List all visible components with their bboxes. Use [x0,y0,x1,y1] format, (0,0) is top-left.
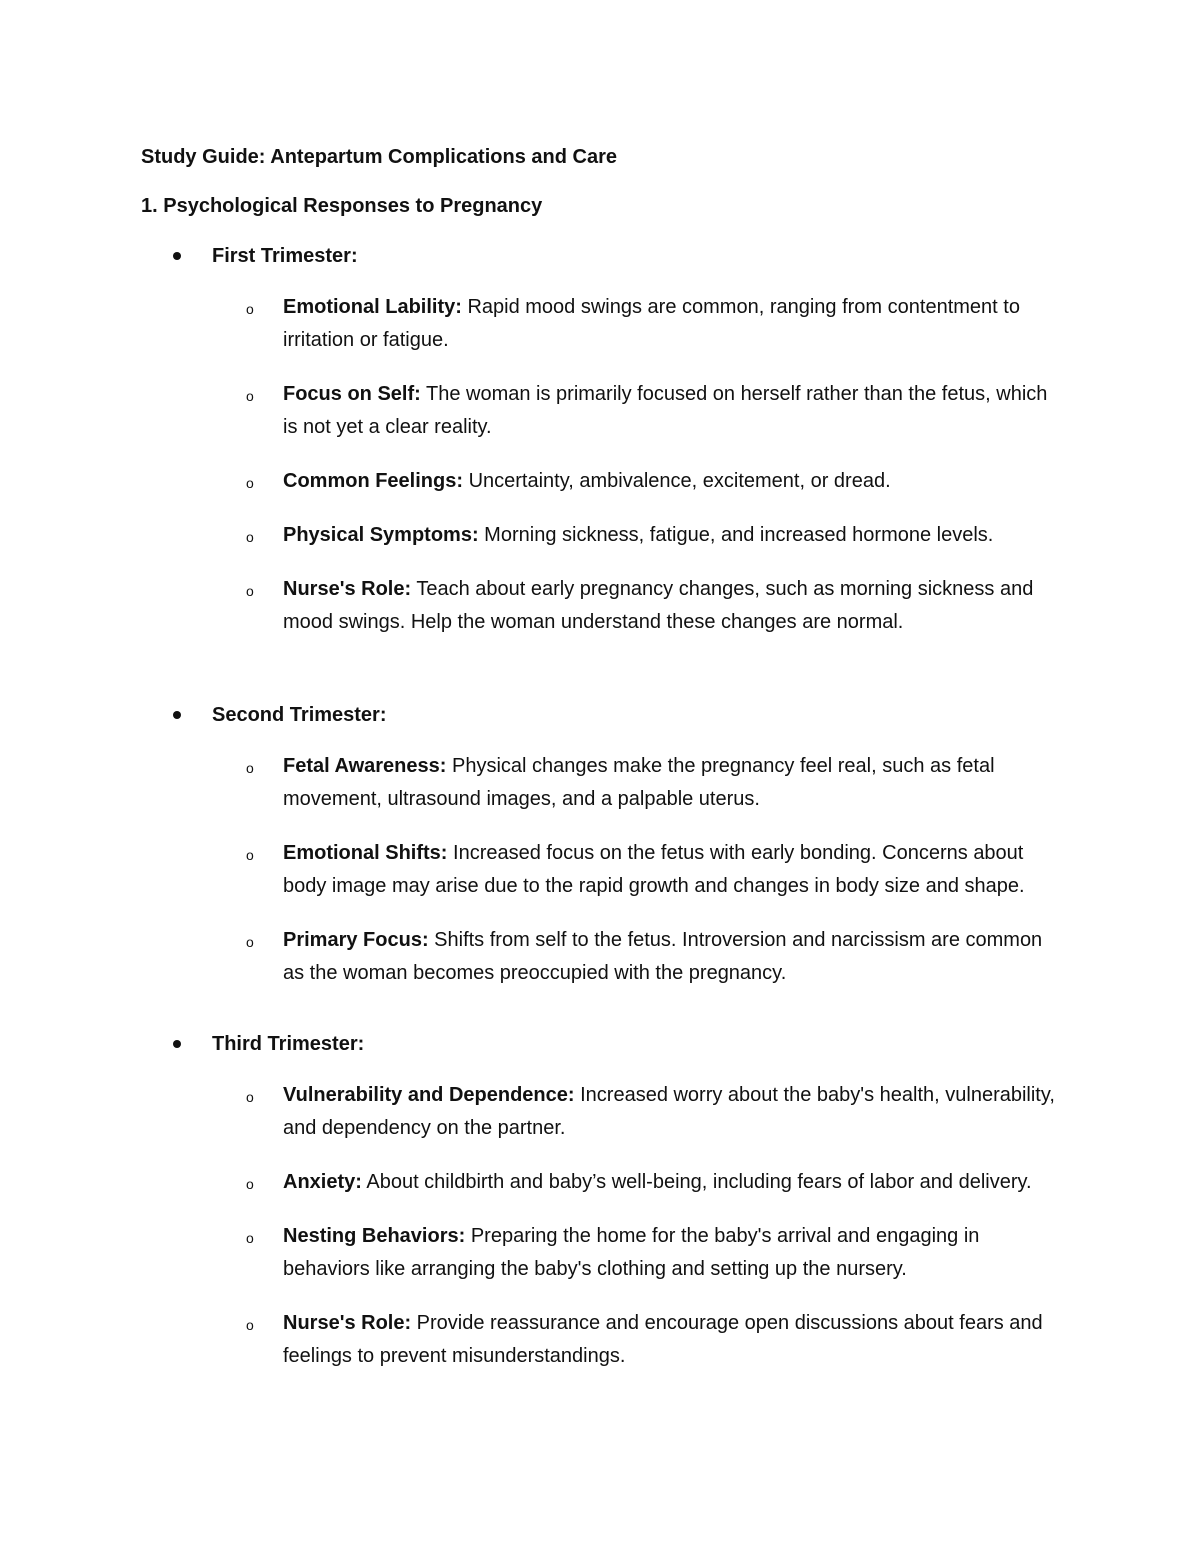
bullet-item-first-trimester [0,242,1200,270]
circle-bullet-icon: o [246,760,254,776]
list-item [0,1166,1200,1199]
list-item [0,1307,1200,1373]
item-text: Preparing the home for the baby's arrival and engaging in behaviors like arranging the baby's clothing and setting up the nursery. [283,1225,980,1280]
bullet-dot-icon [173,252,181,260]
item-term: Nurse's Role: [283,1312,412,1334]
circle-bullet-icon: o [246,934,254,950]
circle-bullet-icon: o [246,847,254,863]
circle-bullet-icon: o [246,475,254,491]
item-text: The woman is primarily focused on herself rather than the fetus, which is not yet a clear reality. [283,383,1048,438]
trimester-section-second [0,701,1200,990]
item-text: Shifts from self to the fetus. Introversion and narcissism are common as the woman becomes preoccupied with the pregnancy. [283,929,1043,984]
circle-bullet-icon: o [246,529,254,545]
list-item [0,750,1200,816]
item-text: Increased focus on the fetus with early bonding. Concerns about body image may arise due to the rapid growth and changes in body size and shape. [283,842,1025,897]
item-term: Anxiety: [283,1171,362,1193]
list-item [0,924,1200,990]
sub-list [0,1079,1200,1373]
item-text: Rapid mood swings are common, ranging from contentment to irritation or fatigue. [283,296,1020,351]
circle-bullet-icon: o [246,1230,254,1246]
list-item [0,1220,1200,1286]
bullet-dot-icon [173,711,181,719]
list-item [0,837,1200,903]
item-term: Nurse's Role: [283,578,412,600]
list-item [0,573,1200,639]
circle-bullet-icon: o [246,388,254,404]
item-text: Provide reassurance and encourage open discussions about fears and feelings to prevent misunderstandings. [283,1312,1043,1367]
bullet-item-third-trimester [0,1030,1200,1058]
circle-bullet-icon: o [246,583,254,599]
bullet-dot-icon [173,1040,181,1048]
trimester-label: Second Trimester: [212,704,387,726]
item-term: Primary Focus: [283,929,429,951]
item-text: Teach about early pregnancy changes, such as morning sickness and mood swings. Help the woman understand these changes are normal. [283,578,1034,633]
bullet-item-second-trimester [0,701,1200,729]
list-item [0,291,1200,357]
trimester-label: Third Trimester: [212,1033,365,1055]
document-title: Study Guide: Antepartum Complications and Care [141,146,617,168]
item-text: Uncertainty, ambivalence, excitement, or dread. [463,470,891,492]
item-text: About childbirth and baby’s well-being, including fears of labor and delivery. [361,1171,1032,1193]
circle-bullet-icon: o [246,301,254,317]
trimester-section-third [0,1030,1200,1373]
list-item [0,378,1200,444]
list-item [0,519,1200,552]
item-term: Nesting Behaviors: [283,1225,466,1247]
list-item [0,1079,1200,1145]
item-term: Focus on Self: [283,383,421,405]
list-item [0,465,1200,498]
item-term: Vulnerability and Dependence: [283,1084,575,1106]
item-term: Emotional Shifts: [283,842,448,864]
item-term: Common Feelings: [283,470,464,492]
circle-bullet-icon: o [246,1317,254,1333]
sub-list [0,750,1200,990]
sub-list [0,291,1200,639]
trimester-section-first [0,242,1200,639]
circle-bullet-icon: o [246,1089,254,1105]
trimester-label: First Trimester: [212,245,358,267]
circle-bullet-icon: o [246,1176,254,1192]
item-term: Fetal Awareness: [283,755,447,777]
item-text: Physical changes make the pregnancy feel real, such as fetal movement, ultrasound images, and a palpable uterus. [283,755,995,810]
item-term: Physical Symptoms: [283,524,479,546]
item-term: Emotional Lability: [283,296,462,318]
item-text: Increased worry about the baby's health, vulnerability, and dependency on the partner. [283,1084,1055,1139]
section-heading: 1. Psychological Responses to Pregnancy [141,195,543,217]
item-text: Morning sickness, fatigue, and increased hormone levels. [478,524,994,546]
